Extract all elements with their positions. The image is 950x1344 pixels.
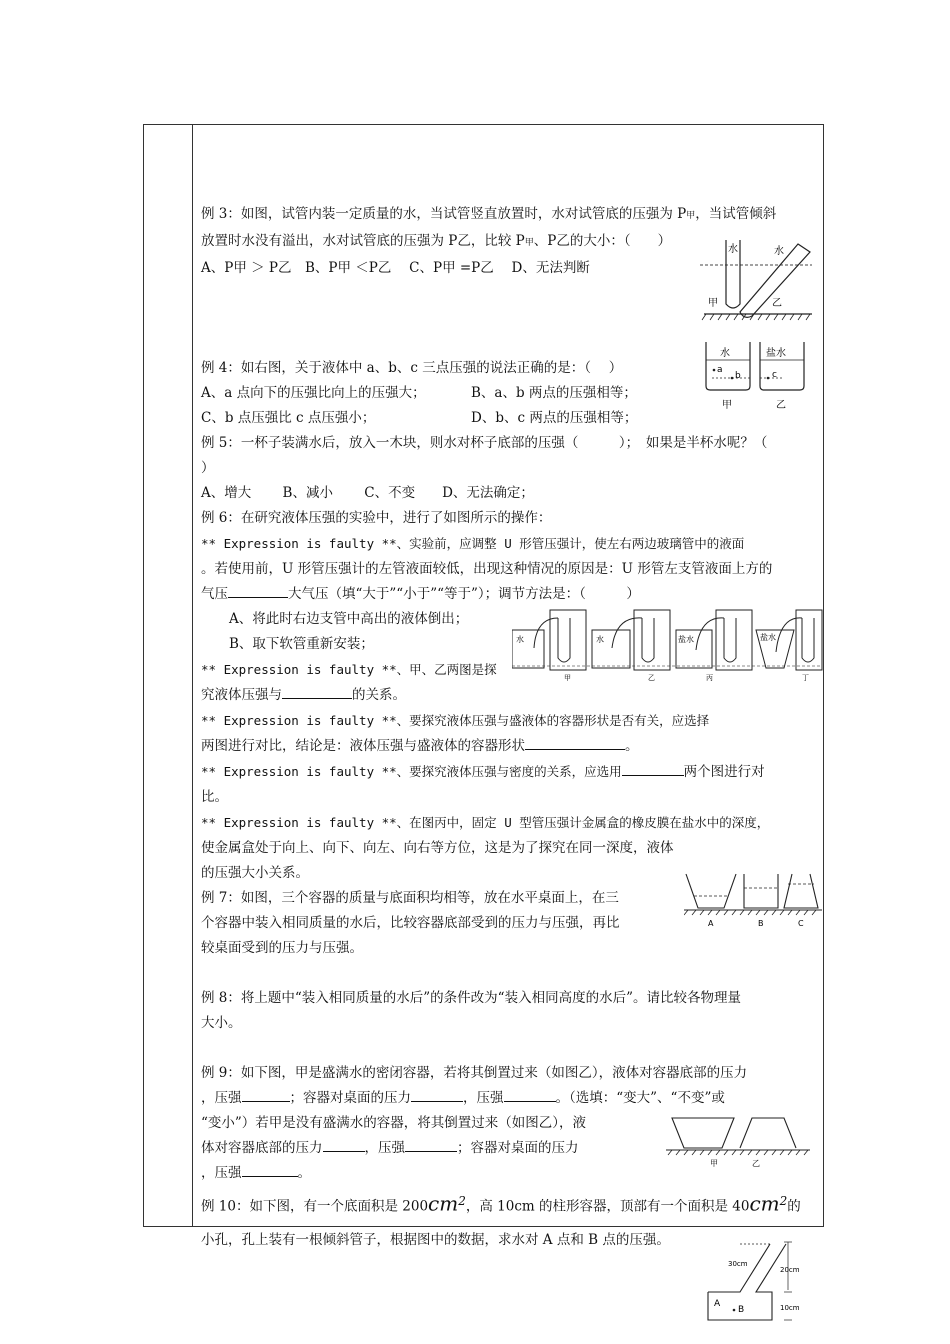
blank (242, 1162, 298, 1177)
ex7-line1: 例 7：如图，三个容器的质量与底面积均相等，放在水平桌面上，在三 (201, 890, 619, 906)
ex4-fig-a: a (717, 365, 723, 375)
blank (282, 684, 352, 699)
ex9-fig-yi: 乙 (752, 1159, 760, 1168)
ex5-options: A、增大 B、减小 C、不变 D、无法确定； (201, 485, 534, 501)
ex8-line1: 例 8：将上题中“装入相同质量的水后”的条件改为“装入相同高度的水后”。请比较各物理量 (201, 990, 741, 1006)
blank (504, 1087, 556, 1102)
blank (242, 1087, 290, 1102)
ex6-fig-w1: 水 (516, 635, 524, 644)
blank (323, 1137, 365, 1152)
ex9-line5: ，压强 。 (201, 1161, 819, 1186)
ex4-options-cd: C、b 点压强比 c 点压强小； D、b、c 两点的压强相等； (201, 410, 638, 426)
ex7-fig-b: B (758, 919, 764, 928)
ex9-line4: 体对容器底部的压力 ，压强 ；容器对桌面的压力 (201, 1136, 819, 1161)
ex10-fig-30cm: 30cm (728, 1260, 748, 1268)
ex6-item1-line3: 气压 大气压（填“大于”“小于”“等于”）；调节方法是：（ ） (201, 582, 819, 607)
ex7-fig-a: A (708, 919, 714, 928)
ex10-fig-a: A (714, 1299, 721, 1309)
ex3-figure (700, 238, 815, 324)
ex6-fig-s1: 盐水 (678, 635, 694, 644)
ex9-line3: “变小”）若甲是没有盛满水的容器，将其倒置过来（如图乙），液 (201, 1115, 587, 1131)
ex10-line1: 例 10：如下图，有一个底面积是 $200cm^2$，高 10cm 的柱形容器，顶部有一个面积是 $40cm^2$的 (201, 1191, 801, 1216)
ex4-fig-jia: 甲 (722, 400, 732, 411)
ex6-item3-line2: 两图进行对比，结论是：液体压强与盛液体的容器形状 。 (201, 734, 819, 759)
ex6-item4-line2: 比。 (201, 789, 228, 805)
ex6-item2-line2: 究液体压强与 的关系。 (201, 683, 819, 708)
ex4-fig-water: 水 (720, 348, 730, 359)
ex3-options: A、P甲 ＞ P乙 B、P甲 ＜P乙 C、P甲 =P乙 D、无法判断 (201, 260, 590, 276)
ex6-figure (512, 608, 824, 682)
ex6-item4-line1: ** Expression is faulty **、要探究液体压强与密度的关系，应选用 两个图进行对 (201, 759, 819, 785)
ex3-line2: 放置时水没有溢出，水对试管底的压强为 P乙，比较 P甲、P乙的大小：（ ） (201, 233, 672, 249)
ex6-item5-line3: 的压强大小关系。 (201, 865, 309, 881)
ex6-item5-line1: ** Expression is faulty **、在图丙中，固定 U 型管压强计金属盒的橡皮膜在盐水中的深度， (201, 815, 770, 830)
ex3-fig-water-label2: 水 (774, 246, 784, 257)
ex10-line2: 小孔，孔上装有一根倾斜管子，根据图中的数据，求水对 A 点和 B 点的压强。 (201, 1231, 670, 1248)
ex4-fig-b: b (735, 371, 741, 381)
ex9-fig-jia: 甲 (710, 1159, 718, 1168)
ex10-fig-20cm: 20cm (780, 1266, 800, 1274)
ex3-fig-yi: 乙 (772, 298, 782, 309)
blank (405, 1137, 457, 1152)
column-divider (192, 125, 193, 1226)
ex6-fig-w2: 水 (596, 635, 604, 644)
ex4-figure (702, 340, 814, 414)
ex6-item3-line1: ** Expression is faulty **、要探究液体压强与盛液体的容器形状是否有关，应选择 (201, 713, 710, 728)
blank (622, 761, 684, 776)
ex7-line3: 较桌面受到的压力与压强。 (201, 940, 363, 956)
ex9-line1: 例 9：如下图，甲是盛满水的密闭容器，若将其倒置过来（如图乙），液体对容器底部的压力 (201, 1065, 748, 1081)
ex5-question: 例 5：一杯子装满水后，放入一木块，则水对杯子底部的压强（ ）； 如果是半杯水呢？（ (201, 435, 768, 451)
ex8-line2: 大小。 (201, 1015, 242, 1031)
ex10-fig-b: B (738, 1305, 745, 1315)
ex4-question: 例 4：如右图，关于液体中 a、b、c 三点压强的说法正确的是：（ ） (201, 360, 623, 376)
ex7-fig-c: C (798, 919, 804, 928)
ex6-item1-line2: 。若使用前，U 形管压强计的左管液面较低，出现这种情况的原因是：U 形管左支管液面上方的 (201, 561, 773, 577)
ex4-fig-salt: 盐水 (766, 348, 786, 359)
ex6-fig-bing: 丙 (706, 674, 713, 682)
ex6-question: 例 6：在研究液体压强的实验中，进行了如图所示的操作： (201, 510, 552, 526)
blank (525, 735, 625, 750)
ex7-line2: 个容器中装入相同质量的水后，比较容器底部受到的压力与压强，再比 (201, 915, 620, 931)
ex10-figure (704, 1238, 810, 1322)
ex4-fig-yi: 乙 (776, 400, 786, 411)
blank (228, 583, 288, 598)
blank (411, 1087, 463, 1102)
ex3-line1: 例 3：如图，试管内装一定质量的水，当试管竖直放置时，水对试管底的压强为 P甲，当试管倾斜 (201, 206, 777, 222)
ex6-item2-line1: ** Expression is faulty **、甲、乙两图是探 (201, 662, 497, 677)
ex4-fig-c: c (772, 370, 777, 380)
ex10-fig-10cm: 10cm (780, 1304, 800, 1312)
ex6-fig-yi: 乙 (648, 674, 655, 682)
ex6-item1-line1: ** Expression is faulty **、实验前，应调整 U 形管压强计，使左右两边玻璃管中的液面 (201, 536, 745, 551)
ex6-option-a: A、将此时右边支管中高出的液体倒出； (229, 611, 469, 627)
ex9-figure (666, 1112, 812, 1170)
ex6-fig-ding: 丁 (802, 674, 809, 682)
ex6-option-b: B、取下软管重新安装； (229, 636, 374, 652)
ex5-question-tail: ） (201, 460, 215, 476)
ex9-line2: ，压强 ；容器对桌面的压力 ，压强 。（选填：“变大”、“不变”或 (201, 1086, 819, 1111)
ex7-figure (684, 872, 824, 928)
ex3-fig-water-label: 水 (728, 244, 738, 255)
ex3-fig-jia: 甲 (708, 298, 718, 309)
ex6-item5-line2: 使金属盒处于向上、向下、向左、向右等方位，这是为了探究在同一深度，液体 (201, 840, 674, 856)
ex6-fig-jia: 甲 (564, 674, 571, 682)
ex4-options-ab: A、a 点向下的压强比向上的压强大； B、a、b 两点的压强相等； (201, 385, 637, 401)
ex6-fig-s2: 盐水 (760, 633, 776, 642)
